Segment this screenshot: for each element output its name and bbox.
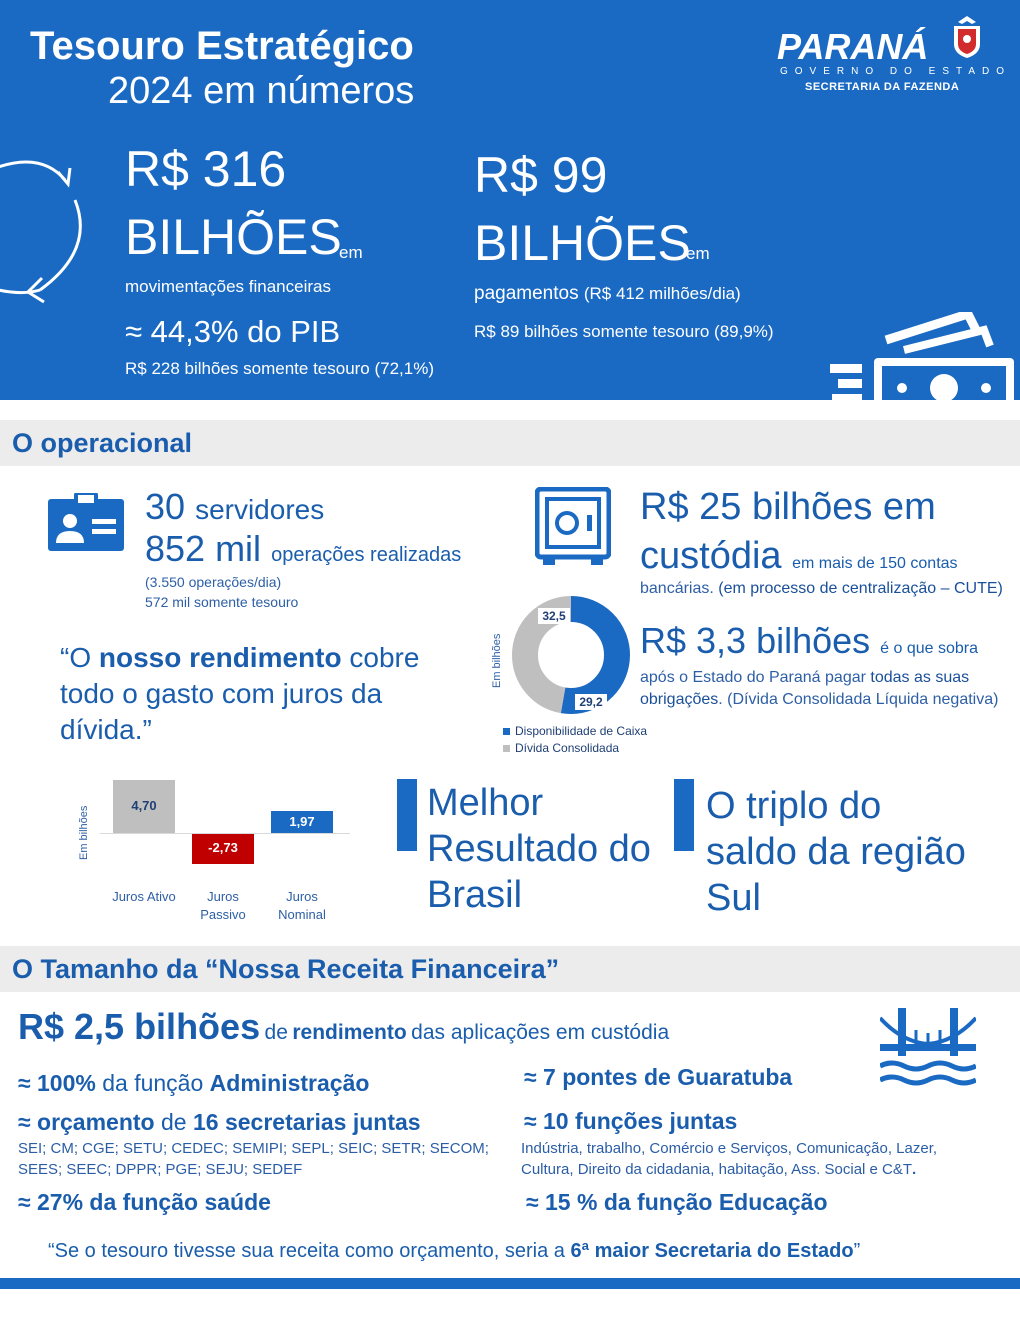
melhor-resultado bbox=[427, 780, 651, 918]
sobra-line3a: obrigações bbox=[640, 691, 719, 708]
triplo-saldo bbox=[706, 783, 966, 921]
section-operacional-title: O operacional bbox=[12, 428, 193, 458]
donut-ylabel: Em bilhões bbox=[491, 633, 503, 688]
juros-bar-label-2: -2,73 bbox=[208, 840, 238, 856]
l1-prefix: ≈ 100% bbox=[18, 1070, 96, 1096]
sobra-row2 bbox=[640, 669, 969, 687]
receita-headline bbox=[18, 1006, 669, 1048]
triplo-line3: Sul bbox=[706, 877, 761, 919]
footer-quote-b: 6ª maior Secretaria do Estado bbox=[570, 1240, 854, 1262]
funcoes-line2-text: Cultura, Direito da cidadania, habitação, Ass. Social e C&T bbox=[521, 1161, 913, 1178]
operacoes-label: operações realizadas bbox=[271, 544, 462, 566]
sobra-line3b: . (Dívida Consolidada Líquida negativa) bbox=[718, 691, 999, 708]
pag-desc-detail: (R$ 412 milhões/dia) bbox=[583, 284, 741, 303]
operacoes-row bbox=[145, 528, 461, 570]
custodia-line3b: (em processo de centralização – CUTE) bbox=[718, 580, 1003, 597]
safe-icon bbox=[535, 487, 611, 567]
juros-category-3 bbox=[259, 888, 345, 924]
sobra-row3 bbox=[640, 691, 998, 709]
l2-prefix: ≈ orçamento bbox=[18, 1109, 155, 1135]
pag-amount: R$ 99 bbox=[474, 147, 608, 203]
bar-ylabel-wrap bbox=[78, 805, 96, 870]
juros-bar-label-1: 4,70 bbox=[131, 798, 157, 814]
funcoes-line2 bbox=[521, 1159, 937, 1180]
melhor-line3: Brasil bbox=[427, 874, 523, 916]
mov-amount: R$ 316 bbox=[125, 141, 287, 197]
triplo-line2: saldo da região bbox=[706, 831, 966, 873]
receita-r3: ≈ 15 % da função Educação bbox=[526, 1189, 828, 1215]
l1-bold: Administração bbox=[209, 1070, 370, 1096]
pag-desc: pagamentos bbox=[474, 283, 579, 304]
juros-category-line: Juros Ativo bbox=[112, 889, 176, 904]
donut-value-label-1: 32,5 bbox=[542, 609, 566, 623]
sobra-row bbox=[640, 620, 978, 662]
legend-swatch bbox=[503, 728, 510, 735]
funcoes-list bbox=[521, 1138, 937, 1180]
sobra-amount: R$ 3,3 bilhões bbox=[640, 620, 871, 661]
receita-l2 bbox=[18, 1109, 421, 1136]
juros-category-1 bbox=[101, 888, 187, 906]
juros-category-line: Juros bbox=[207, 889, 239, 904]
quote-bold: nosso rendimento bbox=[98, 642, 342, 673]
secretarias-line1: SEI; CM; CGE; SETU; CEDEC; SEMIPI; SEPL; SEIC; SETR; SECOM; bbox=[18, 1140, 489, 1157]
quote-open: “O bbox=[60, 642, 92, 673]
donut-legend bbox=[503, 723, 647, 757]
secretarias-line2: SEES; SEEC; DPPR; PGE; SEJU; SEDEF bbox=[18, 1161, 303, 1178]
custodia-line1: R$ 25 bilhões em bbox=[640, 486, 936, 528]
bridge-icon bbox=[880, 1008, 976, 1092]
mov-em: em bbox=[339, 243, 363, 262]
sobra-line2b: todas as suas bbox=[870, 669, 970, 686]
donut-legend-label-1: Disponibilidade de Caixa bbox=[515, 724, 648, 738]
l1-mid: da função bbox=[102, 1070, 204, 1096]
logo-dept: SECRETARIA DA FAZENDA bbox=[805, 81, 960, 93]
quote-line2: todo o gasto com juros da bbox=[60, 678, 383, 709]
page-title: Tesouro Estratégico bbox=[30, 24, 414, 68]
triplo-accent-bar bbox=[674, 779, 694, 851]
legend-swatch bbox=[503, 745, 510, 752]
mov-unit: BILHÕES bbox=[125, 209, 342, 265]
logo-name: PARANÁ bbox=[777, 26, 929, 67]
headline-amount: R$ 2,5 bilhões bbox=[18, 1006, 261, 1047]
refresh-arrows-icon bbox=[0, 150, 100, 310]
custodia-line2: custódia bbox=[640, 535, 782, 577]
juros-zero-axis bbox=[100, 833, 350, 834]
headline-rest: das aplicações em custódia bbox=[411, 1021, 670, 1044]
hero-banner bbox=[0, 0, 1020, 400]
parana-coat-of-arms-icon bbox=[946, 14, 988, 60]
footer-quote bbox=[48, 1240, 860, 1263]
footer-quote-a: “Se o tesouro tivesse sua receita como orçamento, seria a bbox=[48, 1240, 565, 1262]
page-subtitle: 2024 em números bbox=[108, 70, 415, 112]
footer-quote-c: ” bbox=[853, 1240, 861, 1262]
donut-chart bbox=[505, 595, 637, 717]
mov-desc: movimentações financeiras bbox=[125, 277, 331, 296]
operacoes-num: 852 mil bbox=[145, 528, 262, 569]
custodia-row bbox=[640, 535, 958, 578]
section-receita bbox=[0, 946, 1020, 992]
bar-ylabel: Em bilhões bbox=[78, 805, 90, 860]
receita-r1: ≈ 7 pontes de Guaratuba bbox=[524, 1064, 793, 1090]
servidores-label: servidores bbox=[195, 494, 325, 525]
headline-de: de bbox=[264, 1021, 288, 1044]
juros-bar-chart bbox=[100, 770, 360, 930]
mov-tesouro: R$ 228 bilhões somente tesouro (72,1%) bbox=[125, 359, 435, 378]
pag-desc-row bbox=[474, 283, 741, 305]
donut-value-label-2: 29,2 bbox=[579, 695, 603, 709]
sobra-line2a: após o Estado do Paraná pagar bbox=[640, 669, 866, 686]
custodia-small: em mais de 150 contas bbox=[792, 555, 958, 572]
melhor-accent-bar bbox=[397, 779, 417, 851]
footer-bar bbox=[0, 1278, 1020, 1289]
secretarias-list bbox=[18, 1138, 489, 1180]
receita-r2: ≈ 10 funções juntas bbox=[524, 1108, 738, 1134]
id-card-icon bbox=[48, 493, 124, 551]
l2-bold: 16 secretarias juntas bbox=[192, 1109, 421, 1135]
logo-tagline: GOVERNO DO ESTADO bbox=[780, 66, 1012, 77]
pag-tesouro: R$ 89 bilhões somente tesouro (89,9%) bbox=[474, 322, 774, 341]
donut-legend-label-2: Dívida Consolidada bbox=[515, 741, 620, 755]
operacoes-dia: (3.550 operações/dia) bbox=[145, 574, 282, 590]
juros-category-line: Nominal bbox=[278, 907, 326, 922]
custodia-line3a: bancárias. bbox=[640, 580, 714, 597]
triplo-line1: O triplo do bbox=[706, 785, 882, 827]
donut-legend-item-1 bbox=[503, 723, 647, 740]
funcoes-line1: Indústria, trabalho, Comércio e Serviços, Comunicação, Lazer, bbox=[521, 1140, 938, 1157]
pag-unit: BILHÕES bbox=[474, 215, 691, 271]
rendimento-quote bbox=[60, 640, 419, 748]
section-receita-title: O Tamanho da “Nossa Receita Financeira” bbox=[12, 954, 560, 984]
mov-pib: ≈ 44,3% do PIB bbox=[125, 314, 341, 349]
custodia-row3 bbox=[640, 580, 1003, 598]
sobra-small: é o que sobra bbox=[880, 640, 979, 657]
operacoes-tesouro: 572 mil somente tesouro bbox=[145, 594, 299, 610]
quote-rest: cobre bbox=[349, 642, 420, 673]
quote-line1 bbox=[60, 640, 419, 676]
donut-legend-item-2 bbox=[503, 740, 647, 757]
l2-mid: de bbox=[161, 1109, 187, 1135]
melhor-line1: Melhor bbox=[427, 782, 544, 824]
juros-category-line: Passivo bbox=[200, 907, 246, 922]
servidores-num: 30 bbox=[145, 486, 186, 527]
quote-line3: dívida.” bbox=[60, 714, 152, 745]
pag-em: em bbox=[686, 244, 710, 263]
headline-bold: rendimento bbox=[292, 1021, 407, 1044]
juros-category-line: Juros bbox=[286, 889, 318, 904]
receita-l3: ≈ 27% da função saúde bbox=[18, 1189, 271, 1215]
section-operacional bbox=[0, 420, 1020, 466]
receita-l1 bbox=[18, 1070, 369, 1097]
juros-bar-label-3: 1,97 bbox=[289, 813, 315, 829]
funcoes-line2-end: . bbox=[912, 1161, 917, 1178]
money-cash-icon bbox=[828, 312, 1020, 400]
melhor-line2: Resultado do bbox=[427, 828, 651, 870]
juros-category-2 bbox=[180, 888, 266, 924]
servidores-row bbox=[145, 486, 324, 528]
